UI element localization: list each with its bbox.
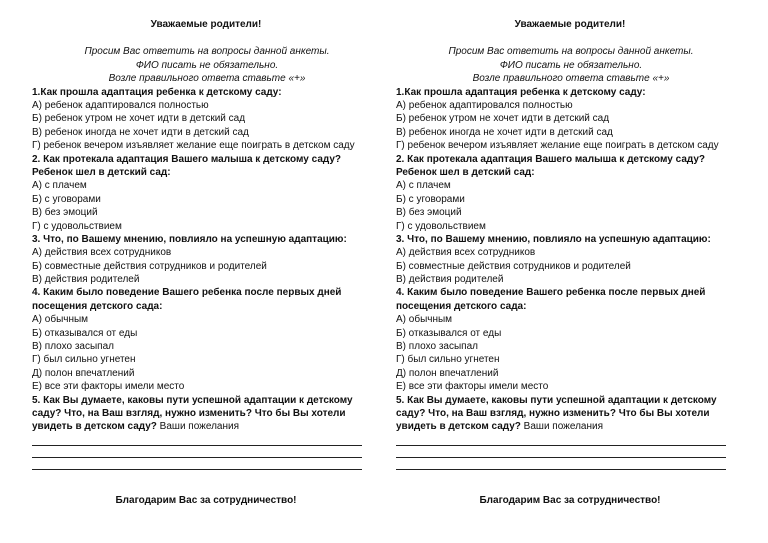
answer-option: В) ребенок иногда не хочет идти в детский сад: [32, 126, 249, 138]
answer-option: Б) с уговорами: [396, 193, 465, 205]
form-thanks: Благодарим Вас за сотрудничество!: [115, 494, 297, 506]
answer-option: Б) с уговорами: [32, 193, 101, 205]
answer-option: А) действия всех сотрудников: [396, 247, 536, 259]
answer-option: А) ребенок адаптировался полностью: [396, 99, 573, 111]
question-note: Ваши пожелания: [156, 421, 240, 433]
question-2: [32, 153, 362, 180]
form-intro: [416, 45, 726, 85]
intro-line: Возле правильного ответа ставьте «+»: [108, 73, 306, 85]
answer-option: Е) все эти факторы имели место: [32, 381, 185, 393]
answer-line: [396, 469, 726, 470]
intro-line: ФИО писать не обязательно.: [499, 59, 643, 71]
answer-option: Г) был сильно угнетен: [396, 354, 500, 366]
answer-line: [396, 445, 726, 446]
question-text: 1.Как прошла адаптация ребенка к детскому саду:: [32, 86, 282, 98]
answer-option: В) без эмоций: [32, 207, 98, 219]
question-text: 5. Как Вы думаете, каковы пути успешной адаптации к детскому саду? Что, на Ваш взгляд, нужно изменить? Что бы Вы хотели увидеть в детском саду?: [396, 394, 717, 433]
question-5: [32, 394, 362, 434]
answer-line: [32, 445, 362, 446]
intro-line: Возле правильного ответа ставьте «+»: [472, 73, 670, 85]
question-4: [32, 286, 362, 313]
answer-option: Г) с удовольствием: [32, 220, 122, 232]
question-text: 3. Что, по Вашему мнению, повлияло на успешную адаптацию:: [32, 233, 347, 245]
answer-option: Г) был сильно угнетен: [32, 354, 136, 366]
answer-option: В) без эмоций: [396, 207, 462, 219]
question-3: [396, 233, 726, 246]
answer-option: Б) совместные действия сотрудников и родителей: [32, 260, 267, 272]
answer-line: [32, 457, 362, 458]
question-text: 3. Что, по Вашему мнению, повлияло на успешную адаптацию:: [396, 233, 711, 245]
questionnaire-left: [32, 18, 362, 507]
question-text: 4. Каким было поведение Вашего ребенка после первых дней посещения детского сада:: [396, 287, 706, 312]
question-2: [396, 153, 726, 180]
answer-option: Г) ребенок вечером изъявляет желание еще поиграть в детском саду: [396, 140, 719, 152]
form-title: Уважаемые родители!: [150, 19, 262, 30]
answer-option: Б) отказывался от еды: [32, 327, 138, 339]
answer-line: [32, 469, 362, 470]
question-5: [396, 394, 726, 434]
question-text: 2. Как протекала адаптация Вашего малыша к детскому саду? Ребенок шел в детский сад:: [32, 153, 342, 178]
form-intro: [52, 45, 362, 85]
answer-option: Д) полон впечатлений: [32, 367, 135, 379]
answer-option: А) обычным: [396, 314, 453, 326]
answer-option: В) действия родителей: [32, 274, 140, 286]
answer-option: В) плохо засыпал: [32, 341, 114, 353]
answer-option: Б) отказывался от еды: [396, 327, 502, 339]
answer-option: Е) все эти факторы имели место: [396, 381, 549, 393]
question-1: [396, 86, 726, 99]
question-text: 1.Как прошла адаптация ребенка к детскому саду:: [396, 86, 646, 98]
questionnaire-right: [396, 18, 726, 507]
answer-option: А) обычным: [32, 314, 89, 326]
question-note: Ваши пожелания: [520, 421, 604, 433]
answer-option: А) с плачем: [396, 180, 451, 192]
answer-option: Б) ребенок утром не хочет идти в детский сад: [396, 113, 610, 125]
question-4: [396, 286, 726, 313]
answer-option: Б) совместные действия сотрудников и родителей: [396, 260, 631, 272]
question-text: 4. Каким было поведение Вашего ребенка после первых дней посещения детского сада:: [32, 287, 342, 312]
question-text: 5. Как Вы думаете, каковы пути успешной адаптации к детскому саду? Что, на Ваш взгляд, нужно изменить? Что бы Вы хотели увидеть в детском саду?: [32, 394, 353, 433]
question-1: [32, 86, 362, 99]
answer-option: Д) полон впечатлений: [396, 367, 499, 379]
answer-option: Г) с удовольствием: [396, 220, 486, 232]
intro-line: Просим Вас ответить на вопросы данной анкеты.: [84, 46, 330, 58]
answer-option: А) действия всех сотрудников: [32, 247, 172, 259]
answer-option: Г) ребенок вечером изъявляет желание еще поиграть в детском саду: [32, 140, 355, 152]
answer-option: Б) ребенок утром не хочет идти в детский сад: [32, 113, 246, 125]
answer-option: В) действия родителей: [396, 274, 504, 286]
answer-line: [396, 457, 726, 458]
intro-line: Просим Вас ответить на вопросы данной анкеты.: [448, 46, 694, 58]
answer-option: А) с плачем: [32, 180, 87, 192]
answer-option: В) плохо засыпал: [396, 341, 478, 353]
answer-option: А) ребенок адаптировался полностью: [32, 99, 209, 111]
question-3: [32, 233, 362, 246]
intro-line: ФИО писать не обязательно.: [135, 59, 279, 71]
answer-option: В) ребенок иногда не хочет идти в детский сад: [396, 126, 613, 138]
question-text: 2. Как протекала адаптация Вашего малыша к детскому саду? Ребенок шел в детский сад:: [396, 153, 706, 178]
form-title: Уважаемые родители!: [514, 19, 626, 30]
form-thanks: Благодарим Вас за сотрудничество!: [479, 494, 661, 506]
